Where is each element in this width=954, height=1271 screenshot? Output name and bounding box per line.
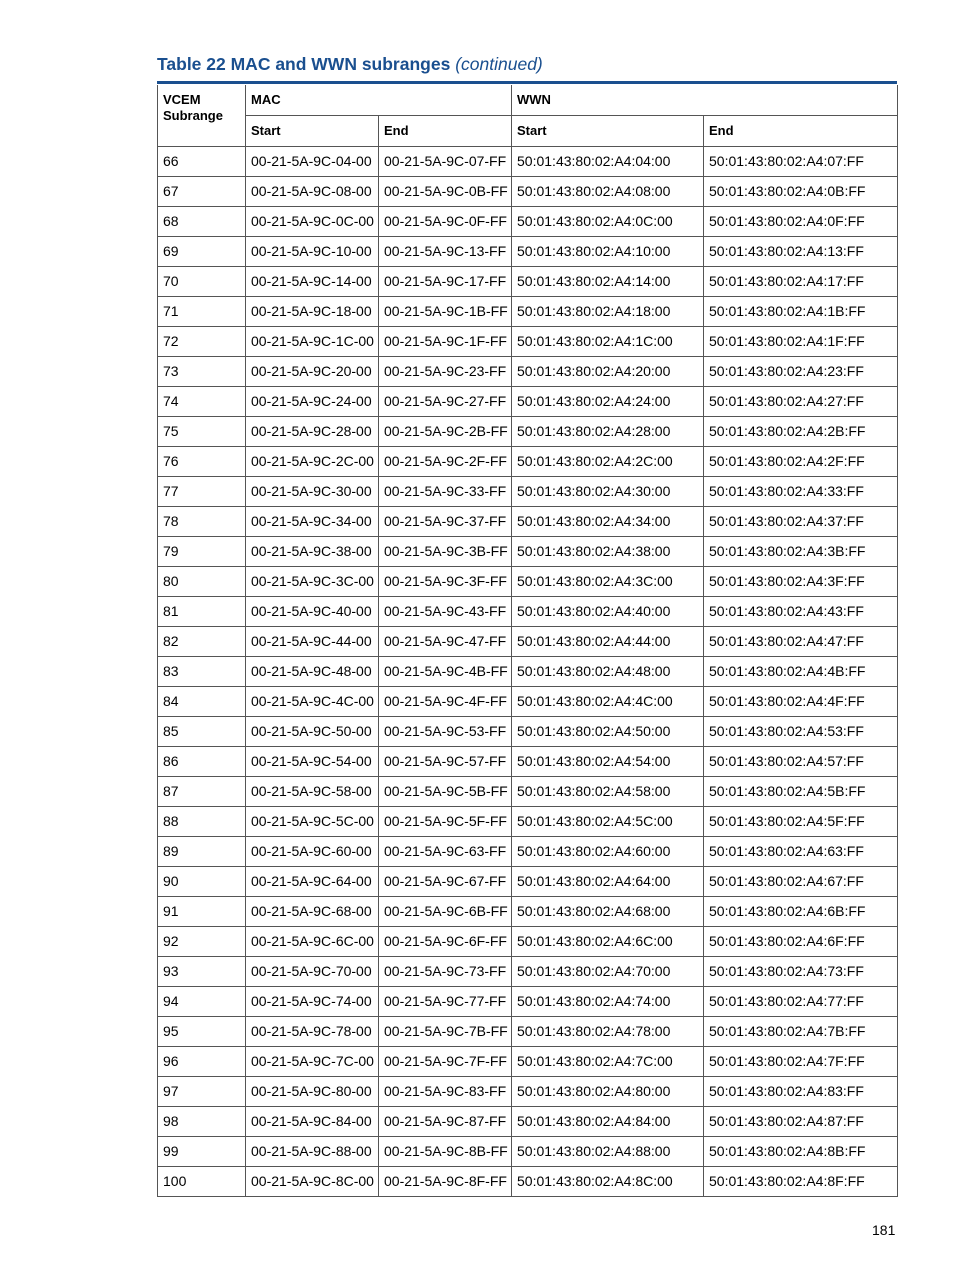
cell-wwn-end: 50:01:43:80:02:A4:13:FF <box>704 236 898 266</box>
cell-mac-end: 00-21-5A-9C-37-FF <box>379 506 512 536</box>
cell-mac-end: 00-21-5A-9C-2F-FF <box>379 446 512 476</box>
cell-wwn-end: 50:01:43:80:02:A4:63:FF <box>704 836 898 866</box>
cell-vcem-subrange: 70 <box>158 266 246 296</box>
header-wwn: WWN <box>512 85 898 115</box>
cell-wwn-end: 50:01:43:80:02:A4:1F:FF <box>704 326 898 356</box>
header-vcem-line1: VCEM <box>163 92 201 107</box>
cell-wwn-end: 50:01:43:80:02:A4:2B:FF <box>704 416 898 446</box>
cell-wwn-end: 50:01:43:80:02:A4:6B:FF <box>704 896 898 926</box>
cell-mac-end: 00-21-5A-9C-13-FF <box>379 236 512 266</box>
cell-vcem-subrange: 69 <box>158 236 246 266</box>
cell-vcem-subrange: 89 <box>158 836 246 866</box>
table-row <box>158 536 898 566</box>
cell-mac-end: 00-21-5A-9C-6B-FF <box>379 896 512 926</box>
cell-wwn-start: 50:01:43:80:02:A4:24:00 <box>512 386 704 416</box>
cell-vcem-subrange: 93 <box>158 956 246 986</box>
cell-mac-end: 00-21-5A-9C-7F-FF <box>379 1046 512 1076</box>
cell-mac-start: 00-21-5A-9C-1C-00 <box>246 326 379 356</box>
cell-wwn-start: 50:01:43:80:02:A4:10:00 <box>512 236 704 266</box>
table-title-main: Table 22 MAC and WWN subranges <box>157 54 451 74</box>
cell-wwn-start: 50:01:43:80:02:A4:30:00 <box>512 476 704 506</box>
cell-wwn-start: 50:01:43:80:02:A4:04:00 <box>512 146 704 176</box>
cell-wwn-end: 50:01:43:80:02:A4:37:FF <box>704 506 898 536</box>
cell-mac-start: 00-21-5A-9C-48-00 <box>246 656 379 686</box>
title-rule <box>157 81 897 84</box>
cell-mac-start: 00-21-5A-9C-88-00 <box>246 1136 379 1166</box>
cell-mac-end: 00-21-5A-9C-3B-FF <box>379 536 512 566</box>
cell-wwn-start: 50:01:43:80:02:A4:70:00 <box>512 956 704 986</box>
cell-mac-start: 00-21-5A-9C-64-00 <box>246 866 379 896</box>
cell-mac-end: 00-21-5A-9C-0B-FF <box>379 176 512 206</box>
cell-wwn-end: 50:01:43:80:02:A4:7F:FF <box>704 1046 898 1076</box>
cell-wwn-start: 50:01:43:80:02:A4:0C:00 <box>512 206 704 236</box>
cell-mac-start: 00-21-5A-9C-40-00 <box>246 596 379 626</box>
cell-vcem-subrange: 72 <box>158 326 246 356</box>
cell-vcem-subrange: 96 <box>158 1046 246 1076</box>
cell-wwn-end: 50:01:43:80:02:A4:77:FF <box>704 986 898 1016</box>
table-row <box>158 626 898 656</box>
cell-mac-start: 00-21-5A-9C-24-00 <box>246 386 379 416</box>
cell-wwn-start: 50:01:43:80:02:A4:34:00 <box>512 506 704 536</box>
table-row <box>158 716 898 746</box>
cell-mac-start: 00-21-5A-9C-20-00 <box>246 356 379 386</box>
cell-vcem-subrange: 76 <box>158 446 246 476</box>
page-number: 181 <box>872 1222 896 1238</box>
cell-mac-start: 00-21-5A-9C-3C-00 <box>246 566 379 596</box>
cell-vcem-subrange: 100 <box>158 1166 246 1196</box>
cell-mac-start: 00-21-5A-9C-70-00 <box>246 956 379 986</box>
cell-wwn-end: 50:01:43:80:02:A4:83:FF <box>704 1076 898 1106</box>
cell-wwn-start: 50:01:43:80:02:A4:54:00 <box>512 746 704 776</box>
cell-vcem-subrange: 79 <box>158 536 246 566</box>
table-row <box>158 1076 898 1106</box>
cell-wwn-start: 50:01:43:80:02:A4:68:00 <box>512 896 704 926</box>
mac-wwn-subranges-table <box>157 85 898 1197</box>
cell-mac-end: 00-21-5A-9C-07-FF <box>379 146 512 176</box>
cell-vcem-subrange: 81 <box>158 596 246 626</box>
cell-wwn-start: 50:01:43:80:02:A4:60:00 <box>512 836 704 866</box>
cell-vcem-subrange: 94 <box>158 986 246 1016</box>
cell-wwn-end: 50:01:43:80:02:A4:5F:FF <box>704 806 898 836</box>
cell-wwn-end: 50:01:43:80:02:A4:0B:FF <box>704 176 898 206</box>
cell-vcem-subrange: 90 <box>158 866 246 896</box>
cell-mac-end: 00-21-5A-9C-73-FF <box>379 956 512 986</box>
cell-mac-start: 00-21-5A-9C-30-00 <box>246 476 379 506</box>
cell-wwn-end: 50:01:43:80:02:A4:67:FF <box>704 866 898 896</box>
cell-vcem-subrange: 87 <box>158 776 246 806</box>
cell-wwn-start: 50:01:43:80:02:A4:48:00 <box>512 656 704 686</box>
header-mac: MAC <box>246 85 512 115</box>
cell-vcem-subrange: 82 <box>158 626 246 656</box>
cell-wwn-end: 50:01:43:80:02:A4:73:FF <box>704 956 898 986</box>
cell-mac-start: 00-21-5A-9C-34-00 <box>246 506 379 536</box>
cell-mac-end: 00-21-5A-9C-57-FF <box>379 746 512 776</box>
cell-wwn-end: 50:01:43:80:02:A4:87:FF <box>704 1106 898 1136</box>
cell-wwn-end: 50:01:43:80:02:A4:2F:FF <box>704 446 898 476</box>
cell-wwn-end: 50:01:43:80:02:A4:4B:FF <box>704 656 898 686</box>
cell-wwn-start: 50:01:43:80:02:A4:80:00 <box>512 1076 704 1106</box>
cell-mac-start: 00-21-5A-9C-5C-00 <box>246 806 379 836</box>
cell-wwn-start: 50:01:43:80:02:A4:08:00 <box>512 176 704 206</box>
cell-mac-end: 00-21-5A-9C-4F-FF <box>379 686 512 716</box>
cell-wwn-start: 50:01:43:80:02:A4:7C:00 <box>512 1046 704 1076</box>
cell-mac-start: 00-21-5A-9C-6C-00 <box>246 926 379 956</box>
table-row <box>158 206 898 236</box>
cell-mac-end: 00-21-5A-9C-33-FF <box>379 476 512 506</box>
cell-mac-start: 00-21-5A-9C-10-00 <box>246 236 379 266</box>
cell-mac-start: 00-21-5A-9C-14-00 <box>246 266 379 296</box>
table-row <box>158 506 898 536</box>
table-header <box>158 85 898 146</box>
cell-mac-start: 00-21-5A-9C-38-00 <box>246 536 379 566</box>
cell-mac-start: 00-21-5A-9C-60-00 <box>246 836 379 866</box>
cell-wwn-start: 50:01:43:80:02:A4:14:00 <box>512 266 704 296</box>
cell-vcem-subrange: 84 <box>158 686 246 716</box>
cell-mac-end: 00-21-5A-9C-17-FF <box>379 266 512 296</box>
cell-mac-start: 00-21-5A-9C-68-00 <box>246 896 379 926</box>
table-row <box>158 1046 898 1076</box>
cell-mac-start: 00-21-5A-9C-8C-00 <box>246 1166 379 1196</box>
cell-wwn-start: 50:01:43:80:02:A4:1C:00 <box>512 326 704 356</box>
cell-vcem-subrange: 85 <box>158 716 246 746</box>
cell-wwn-start: 50:01:43:80:02:A4:6C:00 <box>512 926 704 956</box>
cell-wwn-end: 50:01:43:80:02:A4:8B:FF <box>704 1136 898 1166</box>
cell-wwn-end: 50:01:43:80:02:A4:3B:FF <box>704 536 898 566</box>
cell-mac-start: 00-21-5A-9C-74-00 <box>246 986 379 1016</box>
cell-wwn-start: 50:01:43:80:02:A4:40:00 <box>512 596 704 626</box>
cell-vcem-subrange: 75 <box>158 416 246 446</box>
cell-wwn-start: 50:01:43:80:02:A4:2C:00 <box>512 446 704 476</box>
table-row <box>158 386 898 416</box>
cell-vcem-subrange: 73 <box>158 356 246 386</box>
cell-mac-start: 00-21-5A-9C-0C-00 <box>246 206 379 236</box>
table-row <box>158 356 898 386</box>
cell-mac-end: 00-21-5A-9C-2B-FF <box>379 416 512 446</box>
table-row <box>158 806 898 836</box>
cell-mac-end: 00-21-5A-9C-87-FF <box>379 1106 512 1136</box>
table-row <box>158 326 898 356</box>
table-row <box>158 1106 898 1136</box>
cell-wwn-end: 50:01:43:80:02:A4:57:FF <box>704 746 898 776</box>
table-row <box>158 146 898 176</box>
table-row <box>158 566 898 596</box>
cell-vcem-subrange: 66 <box>158 146 246 176</box>
table-body <box>158 146 898 1196</box>
cell-wwn-end: 50:01:43:80:02:A4:27:FF <box>704 386 898 416</box>
cell-vcem-subrange: 80 <box>158 566 246 596</box>
header-wwn-start: Start <box>512 115 704 146</box>
cell-mac-end: 00-21-5A-9C-47-FF <box>379 626 512 656</box>
header-vcem-line2: Subrange <box>163 108 223 123</box>
table-row <box>158 866 898 896</box>
cell-wwn-end: 50:01:43:80:02:A4:6F:FF <box>704 926 898 956</box>
cell-mac-end: 00-21-5A-9C-6F-FF <box>379 926 512 956</box>
cell-wwn-start: 50:01:43:80:02:A4:5C:00 <box>512 806 704 836</box>
cell-mac-start: 00-21-5A-9C-18-00 <box>246 296 379 326</box>
cell-wwn-start: 50:01:43:80:02:A4:38:00 <box>512 536 704 566</box>
cell-vcem-subrange: 98 <box>158 1106 246 1136</box>
cell-mac-end: 00-21-5A-9C-8F-FF <box>379 1166 512 1196</box>
table-row <box>158 656 898 686</box>
cell-vcem-subrange: 74 <box>158 386 246 416</box>
cell-mac-start: 00-21-5A-9C-54-00 <box>246 746 379 776</box>
cell-wwn-end: 50:01:43:80:02:A4:0F:FF <box>704 206 898 236</box>
cell-wwn-start: 50:01:43:80:02:A4:8C:00 <box>512 1166 704 1196</box>
cell-vcem-subrange: 67 <box>158 176 246 206</box>
cell-wwn-start: 50:01:43:80:02:A4:3C:00 <box>512 566 704 596</box>
table-row <box>158 266 898 296</box>
table-row <box>158 296 898 326</box>
cell-mac-start: 00-21-5A-9C-08-00 <box>246 176 379 206</box>
cell-vcem-subrange: 91 <box>158 896 246 926</box>
cell-mac-end: 00-21-5A-9C-77-FF <box>379 986 512 1016</box>
cell-vcem-subrange: 86 <box>158 746 246 776</box>
cell-wwn-end: 50:01:43:80:02:A4:8F:FF <box>704 1166 898 1196</box>
cell-wwn-start: 50:01:43:80:02:A4:84:00 <box>512 1106 704 1136</box>
cell-mac-start: 00-21-5A-9C-28-00 <box>246 416 379 446</box>
cell-mac-start: 00-21-5A-9C-78-00 <box>246 1016 379 1046</box>
table-row <box>158 1136 898 1166</box>
cell-mac-start: 00-21-5A-9C-4C-00 <box>246 686 379 716</box>
cell-mac-start: 00-21-5A-9C-04-00 <box>246 146 379 176</box>
cell-wwn-start: 50:01:43:80:02:A4:44:00 <box>512 626 704 656</box>
table-row <box>158 176 898 206</box>
cell-mac-end: 00-21-5A-9C-67-FF <box>379 866 512 896</box>
cell-mac-end: 00-21-5A-9C-43-FF <box>379 596 512 626</box>
cell-wwn-start: 50:01:43:80:02:A4:58:00 <box>512 776 704 806</box>
cell-mac-start: 00-21-5A-9C-44-00 <box>246 626 379 656</box>
header-mac-start: Start <box>246 115 379 146</box>
cell-mac-start: 00-21-5A-9C-84-00 <box>246 1106 379 1136</box>
cell-wwn-start: 50:01:43:80:02:A4:74:00 <box>512 986 704 1016</box>
cell-mac-end: 00-21-5A-9C-5F-FF <box>379 806 512 836</box>
cell-wwn-start: 50:01:43:80:02:A4:20:00 <box>512 356 704 386</box>
table-row <box>158 896 898 926</box>
cell-wwn-end: 50:01:43:80:02:A4:17:FF <box>704 266 898 296</box>
cell-vcem-subrange: 95 <box>158 1016 246 1046</box>
cell-mac-end: 00-21-5A-9C-83-FF <box>379 1076 512 1106</box>
cell-vcem-subrange: 78 <box>158 506 246 536</box>
cell-mac-end: 00-21-5A-9C-1B-FF <box>379 296 512 326</box>
cell-mac-end: 00-21-5A-9C-7B-FF <box>379 1016 512 1046</box>
cell-wwn-start: 50:01:43:80:02:A4:78:00 <box>512 1016 704 1046</box>
table-row <box>158 776 898 806</box>
table-title <box>157 54 543 75</box>
cell-vcem-subrange: 88 <box>158 806 246 836</box>
table-row <box>158 836 898 866</box>
cell-wwn-end: 50:01:43:80:02:A4:3F:FF <box>704 566 898 596</box>
cell-mac-end: 00-21-5A-9C-63-FF <box>379 836 512 866</box>
cell-wwn-start: 50:01:43:80:02:A4:50:00 <box>512 716 704 746</box>
cell-mac-end: 00-21-5A-9C-23-FF <box>379 356 512 386</box>
cell-mac-end: 00-21-5A-9C-5B-FF <box>379 776 512 806</box>
table-row <box>158 686 898 716</box>
table-row <box>158 986 898 1016</box>
table-row <box>158 236 898 266</box>
table-row <box>158 926 898 956</box>
cell-mac-end: 00-21-5A-9C-1F-FF <box>379 326 512 356</box>
table-row <box>158 416 898 446</box>
cell-mac-start: 00-21-5A-9C-7C-00 <box>246 1046 379 1076</box>
cell-wwn-end: 50:01:43:80:02:A4:23:FF <box>704 356 898 386</box>
cell-mac-end: 00-21-5A-9C-27-FF <box>379 386 512 416</box>
cell-mac-start: 00-21-5A-9C-50-00 <box>246 716 379 746</box>
table-row <box>158 476 898 506</box>
table-row <box>158 746 898 776</box>
cell-vcem-subrange: 92 <box>158 926 246 956</box>
header-row-1 <box>158 85 898 115</box>
cell-wwn-end: 50:01:43:80:02:A4:33:FF <box>704 476 898 506</box>
cell-mac-end: 00-21-5A-9C-8B-FF <box>379 1136 512 1166</box>
cell-wwn-end: 50:01:43:80:02:A4:1B:FF <box>704 296 898 326</box>
header-row-2 <box>158 115 898 146</box>
cell-mac-end: 00-21-5A-9C-0F-FF <box>379 206 512 236</box>
cell-wwn-end: 50:01:43:80:02:A4:07:FF <box>704 146 898 176</box>
cell-vcem-subrange: 68 <box>158 206 246 236</box>
cell-vcem-subrange: 99 <box>158 1136 246 1166</box>
cell-wwn-end: 50:01:43:80:02:A4:43:FF <box>704 596 898 626</box>
cell-wwn-start: 50:01:43:80:02:A4:18:00 <box>512 296 704 326</box>
cell-mac-end: 00-21-5A-9C-3F-FF <box>379 566 512 596</box>
cell-wwn-start: 50:01:43:80:02:A4:88:00 <box>512 1136 704 1166</box>
cell-wwn-end: 50:01:43:80:02:A4:53:FF <box>704 716 898 746</box>
cell-vcem-subrange: 77 <box>158 476 246 506</box>
table-row <box>158 1166 898 1196</box>
cell-vcem-subrange: 97 <box>158 1076 246 1106</box>
cell-wwn-end: 50:01:43:80:02:A4:47:FF <box>704 626 898 656</box>
cell-wwn-end: 50:01:43:80:02:A4:4F:FF <box>704 686 898 716</box>
table-row <box>158 956 898 986</box>
cell-wwn-end: 50:01:43:80:02:A4:5B:FF <box>704 776 898 806</box>
table-row <box>158 596 898 626</box>
header-vcem-subrange <box>158 85 246 146</box>
header-wwn-end: End <box>704 115 898 146</box>
header-mac-end: End <box>379 115 512 146</box>
cell-mac-start: 00-21-5A-9C-58-00 <box>246 776 379 806</box>
cell-mac-end: 00-21-5A-9C-4B-FF <box>379 656 512 686</box>
cell-wwn-end: 50:01:43:80:02:A4:7B:FF <box>704 1016 898 1046</box>
cell-wwn-start: 50:01:43:80:02:A4:4C:00 <box>512 686 704 716</box>
cell-mac-start: 00-21-5A-9C-80-00 <box>246 1076 379 1106</box>
cell-mac-end: 00-21-5A-9C-53-FF <box>379 716 512 746</box>
cell-vcem-subrange: 71 <box>158 296 246 326</box>
table-title-continued: (continued) <box>455 54 543 74</box>
cell-wwn-start: 50:01:43:80:02:A4:28:00 <box>512 416 704 446</box>
cell-mac-start: 00-21-5A-9C-2C-00 <box>246 446 379 476</box>
table-row <box>158 446 898 476</box>
table-row <box>158 1016 898 1046</box>
cell-wwn-start: 50:01:43:80:02:A4:64:00 <box>512 866 704 896</box>
cell-vcem-subrange: 83 <box>158 656 246 686</box>
